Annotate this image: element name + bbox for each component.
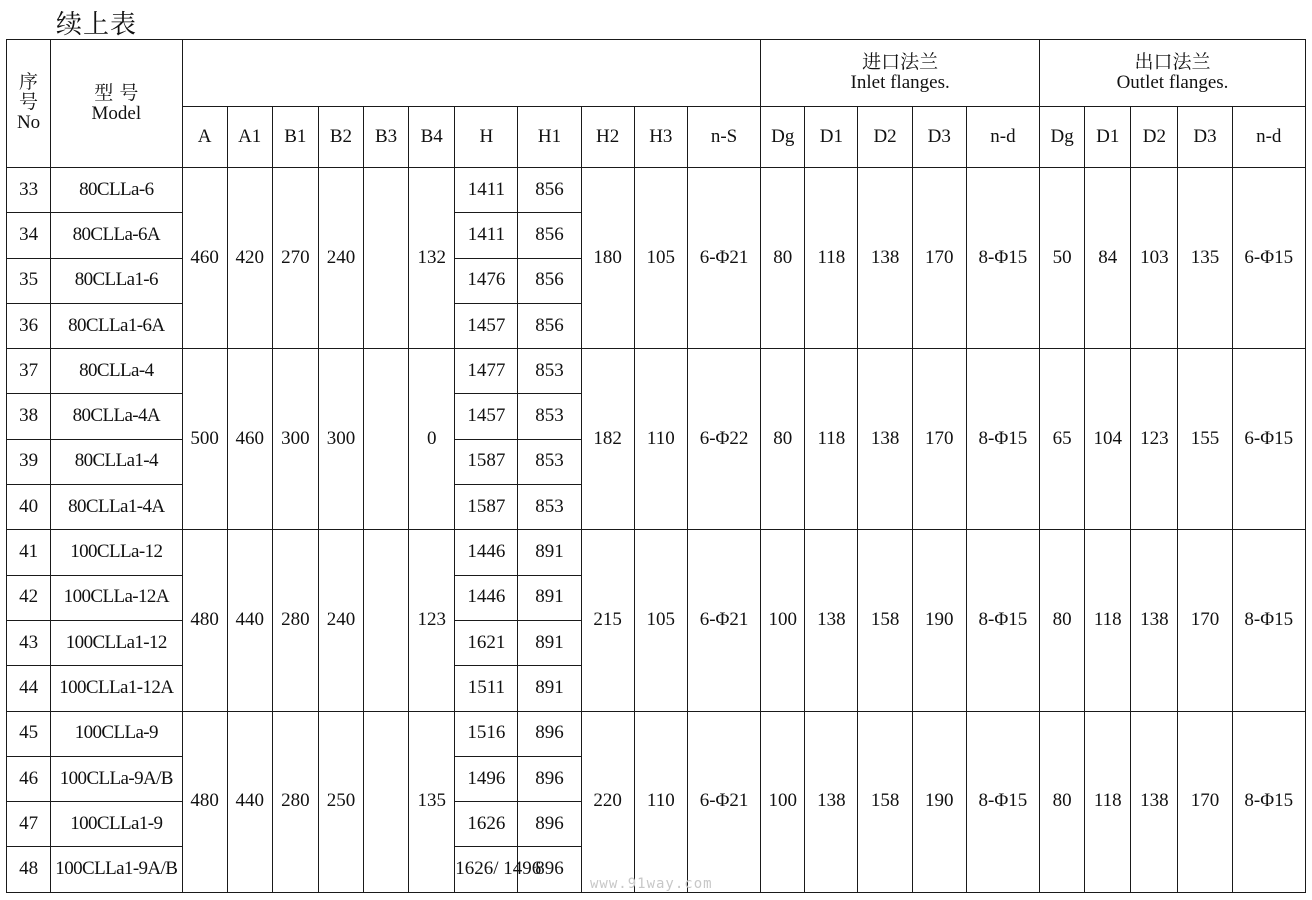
col-out-d1: 84: [1085, 168, 1131, 349]
col-out-dg: 65: [1040, 349, 1085, 530]
col-out-dg: 80: [1040, 530, 1085, 711]
col-out-dg: 50: [1040, 168, 1085, 349]
col-out-d1: 118: [1085, 530, 1131, 711]
dim-a: 500: [182, 349, 227, 530]
col-out-d2: 138: [1131, 530, 1178, 711]
row-number: 46: [7, 756, 51, 801]
row-number: 44: [7, 666, 51, 711]
header-col-outlet: n-d: [1232, 107, 1305, 168]
dim-a1: 440: [227, 711, 272, 892]
col-out-nd: 8-Φ15: [1232, 530, 1305, 711]
dim-h: 1587: [455, 485, 518, 530]
dim-b2: 240: [318, 168, 363, 349]
col-h3: 110: [634, 349, 687, 530]
dim-h: 1411: [455, 168, 518, 213]
col-out-nd: 8-Φ15: [1232, 711, 1305, 892]
col-in-d2: 158: [858, 530, 912, 711]
spec-table: [6, 39, 1306, 893]
col-out-nd: 6-Φ15: [1232, 349, 1305, 530]
col-in-d3: 170: [912, 349, 966, 530]
col-in-d1: 118: [805, 349, 858, 530]
dim-h: 1477: [455, 349, 518, 394]
header-col-dim: H2: [581, 107, 634, 168]
col-in-d3: 170: [912, 168, 966, 349]
header-col-outlet: D3: [1178, 107, 1232, 168]
dim-h: 1516: [455, 711, 518, 756]
col-out-d3: 170: [1178, 711, 1232, 892]
header-model: 型 号 Model: [51, 40, 182, 168]
dim-h1: 856: [518, 168, 581, 213]
col-ns: 6-Φ21: [687, 168, 760, 349]
col-in-d3: 190: [912, 711, 966, 892]
col-in-dg: 80: [761, 168, 805, 349]
dim-h: 1621: [455, 620, 518, 665]
col-ns: 6-Φ21: [687, 711, 760, 892]
col-in-d1: 118: [805, 168, 858, 349]
dim-b4: 135: [409, 711, 455, 892]
table-body: [7, 168, 1306, 893]
dim-a1: 440: [227, 530, 272, 711]
col-in-d2: 138: [858, 349, 912, 530]
model-cell: 80CLLa-6A: [51, 213, 182, 258]
row-number: 43: [7, 620, 51, 665]
dim-h1: 891: [518, 530, 581, 575]
model-cell: 80CLLa1-4A: [51, 485, 182, 530]
dim-h1: 856: [518, 303, 581, 348]
header-col-inlet: n-d: [966, 107, 1039, 168]
col-out-d2: 138: [1131, 711, 1178, 892]
col-in-d3: 190: [912, 530, 966, 711]
col-h2: 220: [581, 711, 634, 892]
dim-h: 1446: [455, 575, 518, 620]
dim-h: 1511: [455, 666, 518, 711]
header-inlet-flanges: 进口法兰 Inlet flanges.: [761, 40, 1040, 107]
row-number: 39: [7, 439, 51, 484]
col-in-d1: 138: [805, 711, 858, 892]
col-out-d2: 123: [1131, 349, 1178, 530]
row-number: 41: [7, 530, 51, 575]
header-col-dim: H1: [518, 107, 581, 168]
dim-b4: 123: [409, 530, 455, 711]
dim-b4: 0: [409, 349, 455, 530]
row-number: 33: [7, 168, 51, 213]
model-cell: 80CLLa-4: [51, 349, 182, 394]
dim-a: 480: [182, 711, 227, 892]
model-cell: 100CLLa1-12A: [51, 666, 182, 711]
col-in-dg: 80: [761, 349, 805, 530]
row-number: 35: [7, 258, 51, 303]
row-number: 40: [7, 485, 51, 530]
dim-b3: [364, 349, 409, 530]
table-row: [7, 530, 1306, 575]
col-in-dg: 100: [761, 711, 805, 892]
dim-h1: 891: [518, 666, 581, 711]
header-col-inlet: D2: [858, 107, 912, 168]
col-in-nd: 8-Φ15: [966, 711, 1039, 892]
page-title: 续上表: [56, 10, 138, 40]
dim-b2: 240: [318, 530, 363, 711]
dim-h: 1457: [455, 303, 518, 348]
model-cell: 100CLLa-12A: [51, 575, 182, 620]
col-in-dg: 100: [761, 530, 805, 711]
dim-b2: 250: [318, 711, 363, 892]
table-row: [7, 168, 1306, 213]
dim-b1: 300: [272, 349, 318, 530]
col-out-d1: 118: [1085, 711, 1131, 892]
col-out-d1: 104: [1085, 349, 1131, 530]
row-number: 38: [7, 394, 51, 439]
col-ns: 6-Φ21: [687, 530, 760, 711]
col-h2: 180: [581, 168, 634, 349]
model-cell: 80CLLa-6: [51, 168, 182, 213]
col-out-d3: 170: [1178, 530, 1232, 711]
model-cell: 80CLLa1-6: [51, 258, 182, 303]
col-in-nd: 8-Φ15: [966, 168, 1039, 349]
dim-a: 480: [182, 530, 227, 711]
header-col-dim: A: [182, 107, 227, 168]
dim-h: 1626: [455, 802, 518, 847]
row-number: 34: [7, 213, 51, 258]
col-out-d2: 103: [1131, 168, 1178, 349]
col-in-d2: 138: [858, 168, 912, 349]
dim-h: 1476: [455, 258, 518, 303]
row-number: 37: [7, 349, 51, 394]
dim-b3: [364, 168, 409, 349]
dim-h1: 896: [518, 802, 581, 847]
header-col-outlet: D1: [1085, 107, 1131, 168]
row-number: 45: [7, 711, 51, 756]
table-row: [7, 349, 1306, 394]
col-out-d3: 155: [1178, 349, 1232, 530]
dim-b4: 132: [409, 168, 455, 349]
dim-b3: [364, 711, 409, 892]
model-cell: 100CLLa-12: [51, 530, 182, 575]
dim-h1: 853: [518, 394, 581, 439]
header-no: 序号 No: [7, 40, 51, 168]
header-col-dim: B2: [318, 107, 363, 168]
dim-a1: 420: [227, 168, 272, 349]
model-cell: 100CLLa1-12: [51, 620, 182, 665]
col-out-d3: 135: [1178, 168, 1232, 349]
dim-b2: 300: [318, 349, 363, 530]
header-dimensions-blank: [182, 40, 761, 107]
header-col-dim: H: [455, 107, 518, 168]
row-number: 36: [7, 303, 51, 348]
dim-b1: 280: [272, 530, 318, 711]
header-col-outlet: D2: [1131, 107, 1178, 168]
header-col-dim: B4: [409, 107, 455, 168]
dim-b3: [364, 530, 409, 711]
dim-h1: 896: [518, 847, 581, 892]
col-in-nd: 8-Φ15: [966, 349, 1039, 530]
dim-h1: 856: [518, 213, 581, 258]
col-in-d2: 158: [858, 711, 912, 892]
header-col-dim: B3: [364, 107, 409, 168]
row-number: 42: [7, 575, 51, 620]
col-h2: 182: [581, 349, 634, 530]
row-number: 48: [7, 847, 51, 892]
col-in-nd: 8-Φ15: [966, 530, 1039, 711]
header-col-dim: n-S: [687, 107, 760, 168]
model-cell: 80CLLa1-6A: [51, 303, 182, 348]
header-outlet-flanges: 出口法兰 Outlet flanges.: [1040, 40, 1306, 107]
dim-h: 1457: [455, 394, 518, 439]
dim-h1: 896: [518, 711, 581, 756]
dim-h: 1411: [455, 213, 518, 258]
col-h3: 105: [634, 168, 687, 349]
dim-h1: 896: [518, 756, 581, 801]
col-h2: 215: [581, 530, 634, 711]
model-cell: 80CLLa-4A: [51, 394, 182, 439]
dim-h: 1587: [455, 439, 518, 484]
header-col-dim: H3: [634, 107, 687, 168]
col-h3: 110: [634, 711, 687, 892]
dim-b1: 280: [272, 711, 318, 892]
dim-h: 1496: [455, 756, 518, 801]
col-out-nd: 6-Φ15: [1232, 168, 1305, 349]
dim-h: 1446: [455, 530, 518, 575]
watermark: www.91way.com: [590, 876, 713, 892]
dim-h1: 891: [518, 620, 581, 665]
header-col-inlet: Dg: [761, 107, 805, 168]
table-row: [7, 711, 1306, 756]
header-col-inlet: D1: [805, 107, 858, 168]
model-cell: 80CLLa1-4: [51, 439, 182, 484]
dim-h1: 853: [518, 485, 581, 530]
col-ns: 6-Φ22: [687, 349, 760, 530]
dim-h1: 856: [518, 258, 581, 303]
col-h3: 105: [634, 530, 687, 711]
model-cell: 100CLLa1-9: [51, 802, 182, 847]
header-col-dim: B1: [272, 107, 318, 168]
model-cell: 100CLLa1-9A/B: [51, 847, 182, 892]
header-col-dim: A1: [227, 107, 272, 168]
model-cell: 100CLLa-9A/B: [51, 756, 182, 801]
dim-a1: 460: [227, 349, 272, 530]
col-in-d1: 138: [805, 530, 858, 711]
dim-h: 1626/ 1496: [455, 847, 518, 892]
model-cell: 100CLLa-9: [51, 711, 182, 756]
dim-b1: 270: [272, 168, 318, 349]
dim-h1: 853: [518, 349, 581, 394]
dim-h1: 891: [518, 575, 581, 620]
header-col-outlet: Dg: [1040, 107, 1085, 168]
dim-h1: 853: [518, 439, 581, 484]
header-col-inlet: D3: [912, 107, 966, 168]
subheader-row: [7, 107, 1306, 168]
col-out-dg: 80: [1040, 711, 1085, 892]
row-number: 47: [7, 802, 51, 847]
dim-a: 460: [182, 168, 227, 349]
